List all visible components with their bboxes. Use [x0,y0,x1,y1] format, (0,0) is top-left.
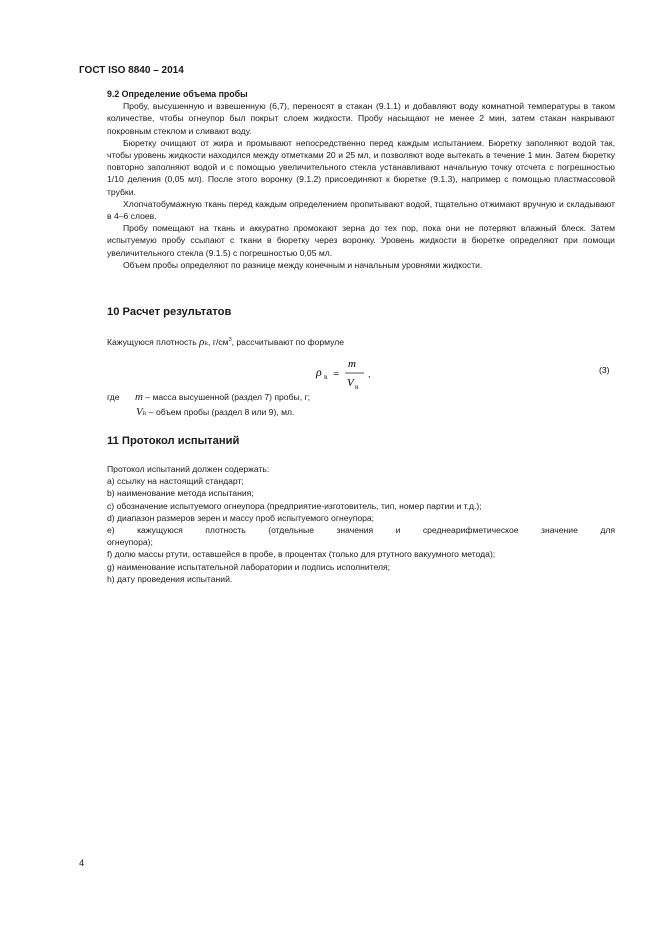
formula-denominator-sub: R [355,385,359,391]
protocol-item-e: e) кажущуюся плотность (отдельные значения и среднеарифметическое значение для [107,525,615,536]
formula-rho: ρ [316,365,322,379]
section-11-title: 11 Протокол испытаний [107,435,240,447]
section-9-2 [107,88,615,271]
formula-rho-sub: R [324,375,328,381]
paragraph-2: Бюретку очищают от жира и промывают непосредственно перед каждым испытанием. Бюретку заполняют водой так, чтобы уровень жидкости находился между отметками 20 и 25 мл, и позволяют воде вытекать в течение 1 мин. Затем бюретку повторно заполняют водой и с помощью увеличительного стекла устанавливают начальную точку отсчета с погрешностью 1/10 деления (0,05 мл). После этого воронку (9.1.2) присоединяют к бюретке (9.1.3), например с помощью пластмассовой трубки. [107,137,615,197]
rho-symbol: ρ [199,336,205,348]
where-v [136,406,294,418]
section-10-title: 10 Расчет результатов [107,306,232,318]
where-v-subscript: R [142,411,147,417]
where-word: где [107,392,120,402]
where-m-symbol: m [134,391,143,403]
paragraph-3: Хлопчатобумажную ткань перед каждым определением пропитывают водой, тщательно отжимают вручную и складывают в 4–6 слоев. [107,198,615,222]
document-header: ГОСТ ISO 8840 – 2014 [79,65,184,76]
protocol-item-e-cont: огнеупора); [107,537,153,548]
formula-comma: , [368,369,371,379]
protocol-list [107,463,615,585]
protocol-item-c: c) обозначение испытуемого огнеупора (предприятие-изготовитель, тип, номер партии и т.д.); [107,500,482,511]
where-v-text: – объем пробы (раздел 8 или 9), мл. [146,407,295,417]
protocol-item-a: а) ссылку на настоящий стандарт; [107,476,244,487]
density-unit-exponent: 3 [228,337,232,344]
formula-equals: = [333,368,340,380]
density-intro [107,336,344,348]
protocol-item-h: h) дату проведения испытаний. [107,573,233,584]
paragraph-4: Пробу помещают на ткань и аккуратно промокают зерна до тех пор, пока они не потеряют влажный блеск. Затем испытуемую пробу ссыпают с ткани в бюретку через воронку. Уровень жидкости в бюретке определяют при помощи увеличительного стекла (9.1.5) с погрешностью 0,05 мл. [107,223,615,258]
protocol-intro: Протокол испытаний должен содержать: [107,464,270,474]
density-intro-pre: Кажущуюся плотность [107,337,200,347]
protocol-item-b: b) наименование метода испытания; [107,488,254,499]
density-unit: , г/см [208,337,229,347]
density-intro-post: , рассчитывают по формуле [231,337,345,347]
protocol-item-g: g) наименование испытательной лаборатории и подпись исполнителя; [107,561,391,572]
where-m-text: – масса высушенной (раздел 7) пробы, г; [142,392,310,402]
formula-3 [0,350,661,450]
formula-denominator: V [347,377,354,389]
where-v-symbol: V [136,406,143,418]
formula-number: (3) [599,365,610,375]
paragraph-1: Пробу, высушенную и взвешенную (6,7), переносят в стакан (9.1.1) и добавляют воду комнатной температуры в таком количестве, чтобы огнеупор был покрыт слоем жидкости. Пробу насыщают не менее 2 мин, затем стакан накрывают покровным стеклом и сливают воду. [107,101,615,136]
page-number: 4 [79,858,85,869]
paragraph-5: Объем пробы определяют по разнице между конечным и начальным уровнями жидкости. [123,259,483,270]
formula-numerator: m [348,358,356,370]
section-9-2-title: 9.2 Определение объема пробы [107,89,248,99]
rho-subscript: R [204,341,209,347]
protocol-item-d: d) диапазон размеров зерен и массу проб испытуемого огнеупора; [107,512,375,523]
where-m [107,391,310,403]
protocol-item-f: f) долю массы ртути, оставшейся в пробе, в процентах (только для ртутного вакуумного метода); [107,549,496,560]
